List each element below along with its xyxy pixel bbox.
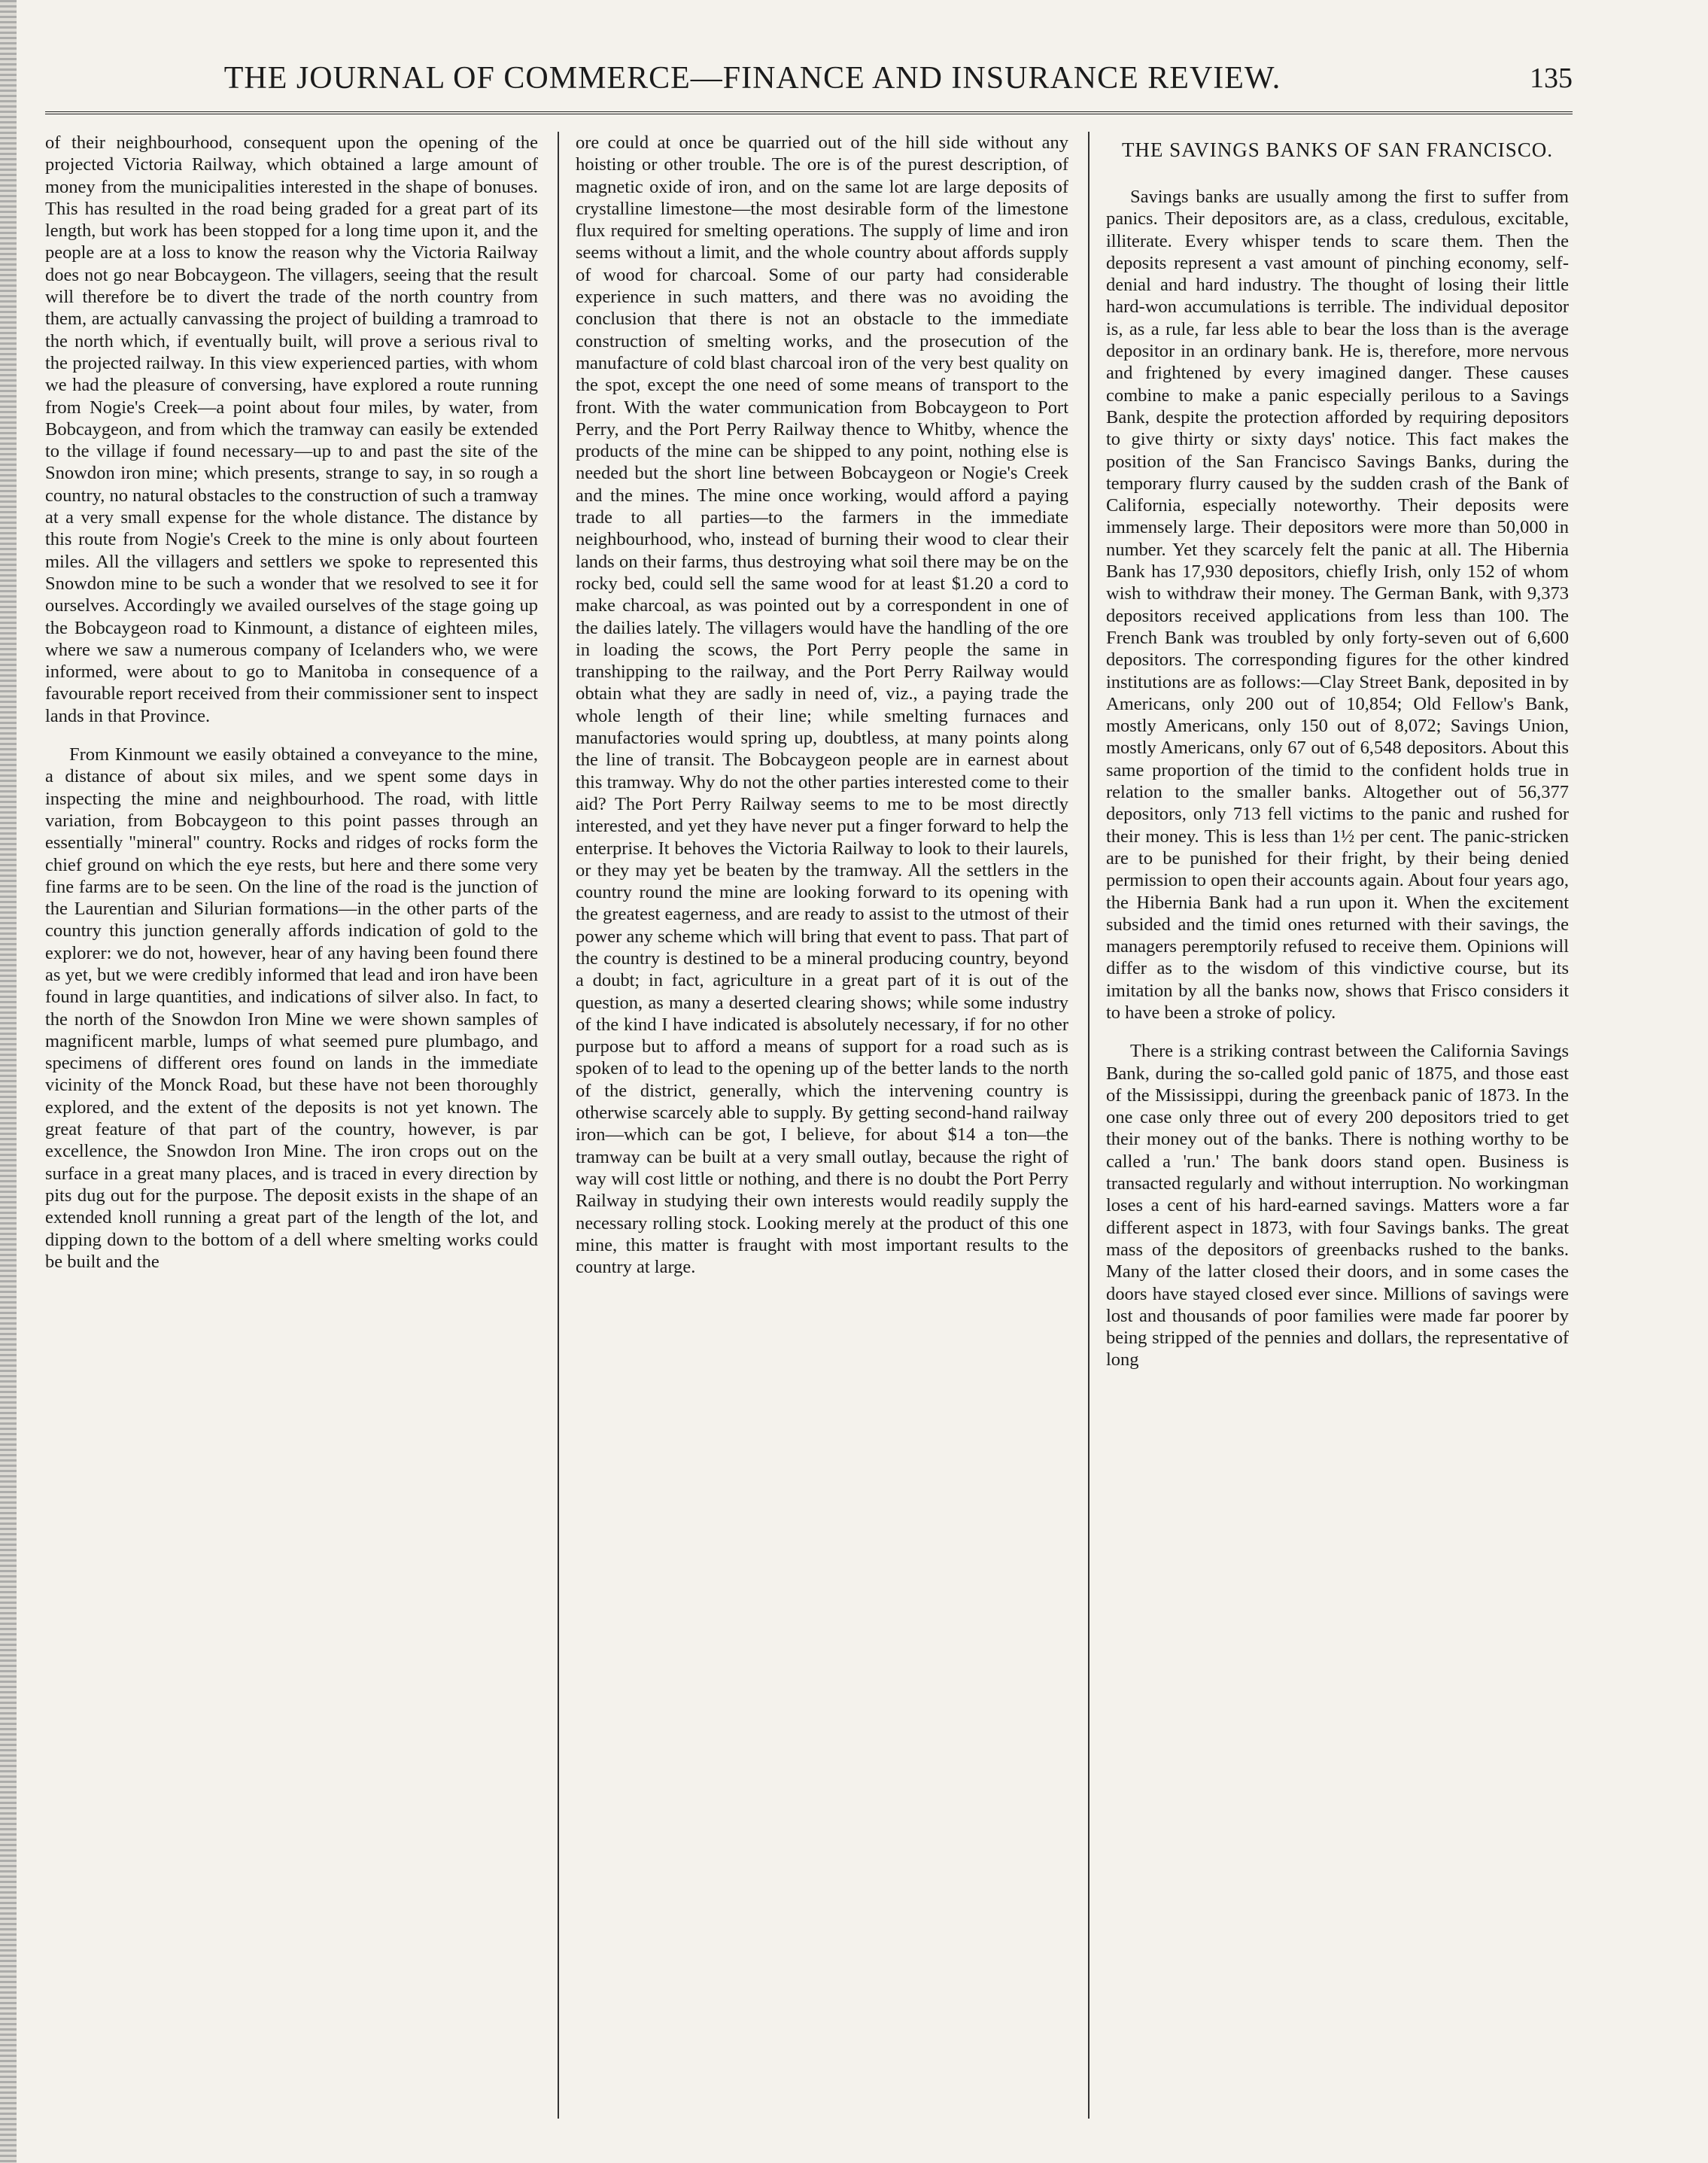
column-divider-2 — [1088, 132, 1090, 2119]
column-2-paragraph-1: ore could at once be quarried out of the hill side without any hoisting or other trouble. The ore is of the purest description, of magnetic oxide of iron, and on the same lot are large deposits of crystalline limestone—the most desirable form of the limestone flux required for smelting operations. The supply of lime and iron seems without a limit, and the whole country about affords supply of wood for charcoal. Some of our party had considerable experience in such matters, and there was no avoiding the conclusion that there is not an obstacle to the immediate construction of smelting works, and the prosecution of the manufacture of cold blast charcoal iron of the very best quality on the spot, except the one need of some means of transport to the front. With the water communication from Bobcaygeon to Port Perry, and the Port Perry Railway thence to Whitby, whence the products of the mine can be shipped to any point, nothing else is needed but the short line between Bobcaygeon or Nogie's Creek and the mines. The mine once working, would afford a paying trade to all parties—to the farmers in the immediate neighbourhood, who, instead of burning their wood to clear their lands on their farms, thus destroying what soil there may be on the rocky bed, could sell the same wood for at least $1.20 a cord to make charcoal, as was pointed out by a correspondent in one of the dailies lately. The villagers would have the handling of the ore in loading the scows, the Port Perry people the same in transhipping to the railway, and the Port Perry Railway would obtain what they are sadly in need of, viz., a paying trade the whole length of their line; while smelting furnaces and manufactories would spring up, doubtless, at many points along the line of transit. The Bobcaygeon people are in earnest about this tramway. Why do not the other parties interested come to their aid? The Port Perry Railway seems to me to be most directly interested, and yet they have never put a finger forward to help the enterprise. It behoves the Victoria Railway to look to their laurels, or they may yet be beaten by the tramway. All the settlers in the country round the mine are looking forward to its opening with the greatest eagerness, and are ready to assist to the utmost of their power any scheme which will bring that event to pass. That part of the country is destined to be a mineral producing country, beyond a doubt; in fact, agriculture in a great part of it is out of the question, as many a deserted clearing shows; while some industry of the kind I have indicated is absolutely necessary, if for no other purpose but to afford a means of support for a road such as is spoken of to lead to the opening up of the better lands to the north of the district, generally, which the intervening country is otherwise scarcely able to supply. By getting second-hand railway iron—which can be got, I believe, for about $14 a ton—the tramway can be built at a very small outlay, because the right of way will cost little or nothing, and there is no doubt the Port Perry Railway in studying their own interests would readily supply the necessary rolling stock. Looking merely at the product of this one mine, this matter is fraught with most important results to the country at large. — [576, 132, 1068, 1278]
column-3 — [1106, 132, 1569, 2126]
binding-edge — [0, 0, 17, 2163]
page-header — [45, 51, 1573, 111]
column-1-paragraph-1: of their neighbourhood, consequent upon the opening of the projected Victoria Railway, which obtained a large amount of money from the municipalities interested in the shape of bonuses. This has resulted in the road being graded for a great part of its length, but work has been stopped for a long time upon it, and the people are at a loss to know the reason why the Victoria Railway does not go near Bobcaygeon. The villagers, seeing that the result will therefore be to divert the trade of the north country from them, are actually canvassing the project of building a tramroad to the north which, if eventually built, will prove a serious rival to the projected railway. In this view experienced parties, with whom we had the pleasure of conversing, have explored a route running from Nogie's Creek—a point about four miles, by water, from Bobcaygeon, and from which the tramway can easily be extended to the village if found necessary—up to and past the site of the Snowdon iron mine; which presents, strange to say, in so rough a country, no natural obstacles to the construction of such a tramway at a very small expense for the whole distance. The distance by this route from Nogie's Creek to the mine is only about fourteen miles. All the villagers and settlers we spoke to represented this Snowdon mine to be such a wonder that we resolved to see it for ourselves. Accordingly we availed ourselves of the stage going up the Bobcaygeon road to Kinmount, a distance of eighteen miles, where we saw a numerous company of Icelanders who, we were informed, were about to go to Manitoba in consequence of a favourable report received from their commissioner sent to inspect lands in that Province. — [45, 132, 538, 726]
column-3-paragraph-1: Savings banks are usually among the first to suffer from panics. Their depositors are, as a class, credulous, excitable, illiterate. Every whisper tends to scare them. Then the deposits represent a vast amount of pinching economy, self-denial and hard industry. The thought of losing their little hard-won accumulations is terrible. The individual depositor is, as a rule, far less able to bear the loss than is the average depositor in an ordinary bank. He is, therefore, more nervous and frightened by every imagined danger. These causes combine to make a panic especially perilous to a Savings Bank, despite the protection afforded by requiring depositors to give thirty or sixty days' notice. This fact makes the position of the San Francisco Savings Banks, during the temporary flurry caused by the sudden crash of the Bank of California, especially noteworthy. Their deposits were immensely large. Their depositors were more than 50,000 in number. Yet they scarcely felt the panic at all. The Hibernia Bank has 17,930 depositors, chiefly Irish, only 152 of whom wish to withdraw their money. The German Bank, with 9,373 depositors received applications from less than 100. The French Bank was troubled by only forty-seven out of 6,600 depositors. The corresponding figures for the other kindred institutions are as follows:—Clay Street Bank, deposited in by Americans, only 200 out of 10,854; Old Fellow's Bank, mostly Americans, only 150 out of 8,072; Savings Union, mostly Americans, only 67 out of 6,548 depositors. About this same proportion of the timid to the confident holds true in relation to the smaller banks. Altogether out of 56,377 depositors, only 713 fell victims to the panic and rushed for their money. This is less than 1½ per cent. The panic-stricken are to be punished for their fright, by their being denied permission to open their accounts again. About four years ago, the Hibernia Bank had a run upon it. When the excitement subsided and the timid ones returned with their savings, the managers peremptorily refused to receive them. Opinions will differ as to the wisdom of this vindictive course, but its imitation by all the banks now, shows that Frisco considers it to have been a stroke of policy. — [1106, 187, 1569, 1023]
column-1-paragraph-2: From Kinmount we easily obtained a conveyance to the mine, a distance of about six miles, and we spent some days in inspecting the mine and neighbourhood. The road, with little variation, from Bobcaygeon to this point passes through an essentially "mineral" country. Rocks and ridges of rocks form the chief ground on which the eye rests, but here and there some very fine farms are to be seen. On the line of the road is the junction of the Laurentian and Silurian formations—in the other parts of the country this junction generally affords indication of gold to the explorer: we do not, however, hear of any having been found there as yet, but we were credibly informed that lead and iron have been found in large quantities, and indications of silver also. In fact, to the north of the Snowdon Iron Mine we were shown samples of magnificent marble, lumps of what seemed pure plumbago, and specimens of different ores found on lands in the immediate vicinity of the Monck Road, but these have not been thoroughly explored, and the extent of the deposits is not yet known. The great feature of that part of the country, however, is par excellence, the Snowdon Iron Mine. The iron crops out on the surface in a great many places, and is traced in every direction by pits dug out for the purpose. The deposit exists in the shape of an extended knoll running a great part of the length of the lot, and dipping down to the bottom of a dell where smelting works could be built and the — [45, 744, 538, 1272]
article-heading: THE SAVINGS BANKS OF SAN FRANCISCO. — [1121, 138, 1554, 161]
column-1 — [45, 132, 538, 2126]
header-rule — [45, 111, 1573, 114]
column-divider-1 — [558, 132, 559, 2119]
column-2 — [576, 132, 1068, 2126]
column-3-paragraph-2: There is a striking contrast between the California Savings Bank, during the so-called gold panic of 1875, and those east of the Mississippi, during the greenback panic of 1873. In the one case only three out of every 200 depositors tried to get their money out of the banks. There is nothing worthy to be called a 'run.' The bank doors stand open. Business is transacted regularly and without interruption. No workingman loses a cent of his hard-earned savings. Matters wore a far different aspect in 1873, with four Savings banks. The great mass of the depositors of greenbacks rushed to the banks. Many of the latter closed their doors, and in some cases the doors have stayed closed ever since. Millions of savings were lost and thousands of poor families were made far poorer by being stripped of the pennies and dollars, the representative of long — [1106, 1041, 1569, 1371]
page-number: 135 — [1530, 62, 1573, 94]
running-title: THE JOURNAL OF COMMERCE—FINANCE AND INSURANCE REVIEW. — [223, 61, 1281, 96]
newspaper-page — [45, 0, 1573, 2163]
